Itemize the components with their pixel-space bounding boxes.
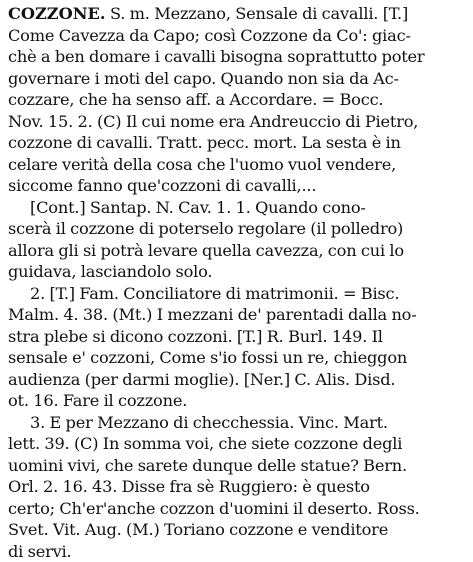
headword: COZZONE.: [8, 4, 106, 23]
entry-line: Malm. 4. 38. (Mt.) I mezzani de' parentadi dalla no-: [8, 304, 467, 326]
entry-line: celare verità della cosa che l'uomo vuol vendere,: [8, 154, 467, 176]
entry-line: Come Cavezza da Capo; così Cozzone da Co': giac-: [8, 25, 467, 47]
entry-line: sensale e' cozzoni, Come s'io fossi un re, chieggon: [8, 347, 467, 369]
entry-line: audienza (per darmi moglie). [Ner.] C. Alis. Disd.: [8, 369, 467, 391]
entry-line: di servi.: [8, 541, 467, 562]
entry-line: Svet. Vit. Aug. (M.) Toriano cozzone e venditore: [8, 519, 467, 541]
entry-line: certo; Ch'er'anche cozzon d'uomini il deserto. Ross.: [8, 498, 467, 520]
entry-line: stra plebe si dicono cozzoni. [T.] R. Burl. 149. Il: [8, 326, 467, 348]
entry-line: uomini vivi, che sarete dunque delle statue? Bern.: [8, 455, 467, 477]
entry-line: COZZONE. S. m. Mezzano, Sensale di cavalli. [T.]: [8, 3, 467, 25]
entry-line: governare i moti del capo. Quando non sia da Ac-: [8, 68, 467, 90]
entry-line: chè a ben domare i cavalli bisogna soprattutto poter: [8, 46, 467, 68]
entry-line: siccome fanno que'cozzoni di cavalli,...: [8, 175, 467, 197]
entry-line: cozzone di cavalli. Tratt. pecc. mort. La sesta è in: [8, 132, 467, 154]
entry-line: Nov. 15. 2. (C) Il cui nome era Andreuccio di Pietro,: [8, 111, 467, 133]
entry-line: Orl. 2. 16. 43. Disse fra sè Ruggiero: è questo: [8, 476, 467, 498]
dictionary-entry-cozzone: [8, 3, 467, 562]
entry-line: [Cont.] Santap. N. Cav. 1. 1. Quando cono-: [8, 197, 467, 219]
entry-line: ot. 16. Fare il cozzone.: [8, 390, 467, 412]
entry-line: allora gli si potrà levare quella cavezza, con cui lo: [8, 240, 467, 262]
entry-line: scerà il cozzone di poterselo regolare (il polledro): [8, 218, 467, 240]
entry-line: lett. 39. (C) In somma voi, che siete cozzone degli: [8, 433, 467, 455]
entry-line: cozzare, che ha senso aff. a Accordare. = Bocc.: [8, 89, 467, 111]
entry-line: 3. E per Mezzano di checchessia. Vinc. Mart.: [8, 412, 467, 434]
entry-line: guidava, lasciandolo solo.: [8, 261, 467, 283]
entry-line: 2. [T.] Fam. Conciliatore di matrimonii. = Bisc.: [8, 283, 467, 305]
